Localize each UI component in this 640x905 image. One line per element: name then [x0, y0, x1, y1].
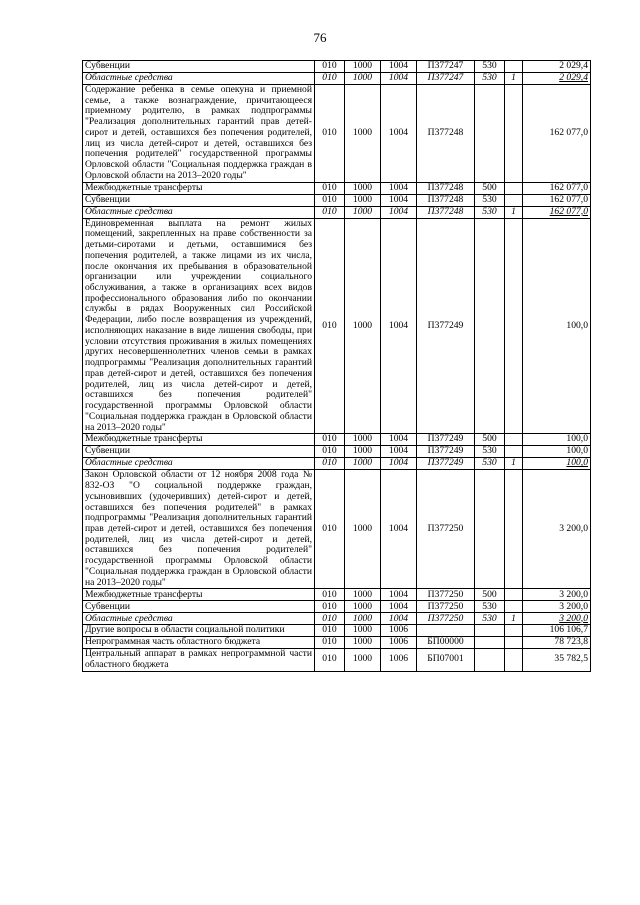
code-subsection: 1004: [381, 73, 417, 85]
code-section: 1000: [345, 182, 381, 194]
code-source: [505, 601, 523, 613]
code-section: 1000: [345, 194, 381, 206]
code-ministry: 010: [315, 61, 345, 73]
code-section: 1000: [345, 61, 381, 73]
code-expense-type: 530: [475, 194, 505, 206]
code-ministry: 010: [315, 470, 345, 589]
table-row: [83, 85, 591, 183]
item-name: Субвенции: [83, 446, 315, 458]
amount-cell: [523, 85, 591, 183]
amount-cell: [523, 194, 591, 206]
amount-cell: [523, 61, 591, 73]
code-source: [505, 61, 523, 73]
item-name: Областные средства: [83, 73, 315, 85]
code-ministry: 010: [315, 637, 345, 649]
code-expense-type: 530: [475, 613, 505, 625]
code-ministry: 010: [315, 601, 345, 613]
amount-cell: [523, 613, 591, 625]
code-section: 1000: [345, 206, 381, 218]
amount-value: 2 029,4: [559, 60, 588, 72]
amount-value: 3 200,0: [559, 612, 588, 624]
code-subsection: 1004: [381, 434, 417, 446]
code-expense-type: 530: [475, 73, 505, 85]
code-ministry: 010: [315, 85, 345, 183]
code-source: [505, 589, 523, 601]
code-expense-type: [475, 470, 505, 589]
code-source: 1: [505, 458, 523, 470]
code-subsection: 1004: [381, 218, 417, 434]
code-target-article: П377248: [417, 206, 475, 218]
item-name: Субвенции: [83, 194, 315, 206]
code-expense-type: 530: [475, 601, 505, 613]
table-row: [83, 61, 591, 73]
code-section: 1000: [345, 649, 381, 671]
code-expense-type: 500: [475, 589, 505, 601]
code-ministry: 010: [315, 613, 345, 625]
code-subsection: 1004: [381, 601, 417, 613]
amount-value: 3 200,0: [559, 588, 588, 600]
code-section: 1000: [345, 601, 381, 613]
amount-cell: [523, 182, 591, 194]
table-row: [83, 637, 591, 649]
code-expense-type: [475, 625, 505, 637]
code-subsection: 1004: [381, 194, 417, 206]
code-target-article: П377248: [417, 194, 475, 206]
code-target-article: П377250: [417, 470, 475, 589]
amount-cell: [523, 625, 591, 637]
code-expense-type: 500: [475, 434, 505, 446]
code-target-article: [417, 625, 475, 637]
amount-cell: [523, 637, 591, 649]
code-section: 1000: [345, 85, 381, 183]
code-target-article: П377250: [417, 589, 475, 601]
table-row: [83, 218, 591, 434]
code-ministry: 010: [315, 649, 345, 671]
code-subsection: 1004: [381, 446, 417, 458]
code-target-article: П377247: [417, 61, 475, 73]
table-row: [83, 613, 591, 625]
code-section: 1000: [345, 613, 381, 625]
amount-value: 162 077,0: [549, 193, 588, 205]
code-subsection: 1006: [381, 625, 417, 637]
amount-cell: [523, 601, 591, 613]
table-row: [83, 446, 591, 458]
item-name: Закон Орловской области от 12 ноября 2008 года № 832-ОЗ "О социальной поддержке граждан, усыновивших (удочеривших) детей-сирот и детей, оставшихся без попечения родителей" в рамках подпрограммы "Реализация дополнительных гарантий прав детей-сирот и детей, оставшихся без попечения родителей, лиц из числа детей-сирот и детей, оставшихся без попечения родителей" государственной программы Орловской области "Социальная поддержка граждан в Орловской области на 2013–2020 годы": [83, 470, 315, 589]
code-section: 1000: [345, 446, 381, 458]
code-target-article: П377249: [417, 446, 475, 458]
code-ministry: 010: [315, 458, 345, 470]
amount-value: 162 077,0: [549, 126, 588, 138]
code-ministry: 010: [315, 434, 345, 446]
code-ministry: 010: [315, 446, 345, 458]
item-name: Межбюджетные трансферты: [83, 589, 315, 601]
amount-cell: [523, 218, 591, 434]
table-row: [83, 601, 591, 613]
code-expense-type: [475, 637, 505, 649]
code-expense-type: [475, 85, 505, 183]
code-subsection: 1004: [381, 61, 417, 73]
code-source: [505, 218, 523, 434]
code-expense-type: 530: [475, 458, 505, 470]
code-source: [505, 649, 523, 671]
code-source: [505, 194, 523, 206]
amount-cell: [523, 434, 591, 446]
code-ministry: 010: [315, 73, 345, 85]
code-expense-type: [475, 649, 505, 671]
amount-value: 106 106,7: [549, 624, 588, 636]
code-expense-type: 530: [475, 61, 505, 73]
table-row: [83, 182, 591, 194]
code-source: 1: [505, 206, 523, 218]
amount-value: 35 782,5: [554, 653, 588, 665]
code-target-article: БП00000: [417, 637, 475, 649]
amount-cell: [523, 470, 591, 589]
code-subsection: 1006: [381, 649, 417, 671]
code-ministry: 010: [315, 589, 345, 601]
amount-cell: [523, 446, 591, 458]
code-subsection: 1004: [381, 85, 417, 183]
item-name: Областные средства: [83, 458, 315, 470]
code-source: [505, 625, 523, 637]
amount-value: 100,0: [566, 319, 588, 331]
code-target-article: П377247: [417, 73, 475, 85]
code-source: [505, 637, 523, 649]
code-expense-type: 530: [475, 446, 505, 458]
amount-value: 162 077,0: [549, 181, 588, 193]
table-row: [83, 434, 591, 446]
code-expense-type: 500: [475, 182, 505, 194]
amount-value: 100,0: [566, 433, 588, 445]
code-target-article: П377248: [417, 85, 475, 183]
code-target-article: П377249: [417, 434, 475, 446]
code-target-article: П377250: [417, 601, 475, 613]
budget-table-body: [83, 61, 591, 672]
amount-cell: [523, 206, 591, 218]
amount-value: 3 200,0: [559, 600, 588, 612]
code-subsection: 1006: [381, 637, 417, 649]
table-row: [83, 470, 591, 589]
amount-value: 162 077,0: [549, 205, 588, 217]
code-subsection: 1004: [381, 470, 417, 589]
code-target-article: П377249: [417, 218, 475, 434]
item-name: Единовременная выплата на ремонт жилых помещений, закрепленных на праве собственности за детьми-сиротами и детьми, оставшимися без попечения родителей, а также лицами из их числа, после окончания их пребывания в образовательной организации или учреждении социального обслуживания, а также в организациях всех видов профессионального образования либо по окончании службы в рядах Вооруженных сил Российской Федерации, либо после возвращения из учреждений, исполняющих наказание в виде лишения свободы, при условии отсутствия проживания в жилых помещениях других несовершеннолетних членов семьи в рамках подпрограммы "Реализация дополнительных гарантий прав детей-сирот и детей, оставшихся без попечения родителей, лиц из числа детей-сирот и детей, оставшихся без попечения родителей" государственной программы Орловской области "Социальная поддержка граждан в Орловской области на 2013–2020 годы": [83, 218, 315, 434]
code-section: 1000: [345, 637, 381, 649]
amount-cell: [523, 458, 591, 470]
item-name: Субвенции: [83, 601, 315, 613]
code-ministry: 010: [315, 625, 345, 637]
item-name: Другие вопросы в области социальной политики: [83, 625, 315, 637]
item-name: Областные средства: [83, 613, 315, 625]
code-section: 1000: [345, 434, 381, 446]
code-subsection: 1004: [381, 206, 417, 218]
item-name: Содержание ребенка в семье опекуна и приемной семье, а также вознаграждение, причитающееся приемному родителю, в рамках подпрограммы "Реализация дополнительных гарантий прав детей-сирот и детей, оставшихся без попечения родителей, лиц из числа детей-сирот и детей, оставшихся без попечения родителей" государственной программы Орловской области "Социальная поддержка граждан в Орловской области на 2013–2020 годы": [83, 85, 315, 183]
code-section: 1000: [345, 470, 381, 589]
code-section: 1000: [345, 625, 381, 637]
amount-cell: [523, 649, 591, 671]
page-number: 76: [313, 30, 327, 45]
amount-value: 100,0: [566, 457, 588, 469]
table-row: [83, 73, 591, 85]
code-source: [505, 434, 523, 446]
code-subsection: 1004: [381, 182, 417, 194]
table-row: [83, 206, 591, 218]
code-target-article: П377250: [417, 613, 475, 625]
code-ministry: 010: [315, 182, 345, 194]
amount-value: 100,0: [566, 445, 588, 457]
table-row: [83, 649, 591, 671]
code-section: 1000: [345, 218, 381, 434]
code-subsection: 1004: [381, 613, 417, 625]
table-row: [83, 625, 591, 637]
amount-value: 3 200,0: [559, 522, 588, 534]
code-expense-type: [475, 218, 505, 434]
amount-cell: [523, 589, 591, 601]
code-source: [505, 470, 523, 589]
table-row: [83, 458, 591, 470]
code-ministry: 010: [315, 206, 345, 218]
item-name: Межбюджетные трансферты: [83, 434, 315, 446]
amount-value: 78 723,8: [554, 636, 588, 648]
code-section: 1000: [345, 73, 381, 85]
budget-table: [82, 60, 591, 672]
code-ministry: 010: [315, 218, 345, 434]
code-source: 1: [505, 613, 523, 625]
table-row: [83, 589, 591, 601]
code-source: [505, 182, 523, 194]
code-target-article: БП07001: [417, 649, 475, 671]
item-name: Непрограммная часть областного бюджета: [83, 637, 315, 649]
item-name: Центральный аппарат в рамках непрограммной части областного бюджета: [83, 649, 315, 671]
code-target-article: П377248: [417, 182, 475, 194]
amount-cell: [523, 73, 591, 85]
table-row: [83, 194, 591, 206]
code-expense-type: 530: [475, 206, 505, 218]
item-name: Субвенции: [83, 61, 315, 73]
code-section: 1000: [345, 589, 381, 601]
code-section: 1000: [345, 458, 381, 470]
code-source: [505, 446, 523, 458]
code-target-article: П377249: [417, 458, 475, 470]
code-source: 1: [505, 73, 523, 85]
item-name: Межбюджетные трансферты: [83, 182, 315, 194]
code-subsection: 1004: [381, 589, 417, 601]
amount-value: 2 029,4: [559, 72, 588, 84]
code-source: [505, 85, 523, 183]
code-subsection: 1004: [381, 458, 417, 470]
item-name: Областные средства: [83, 206, 315, 218]
code-ministry: 010: [315, 194, 345, 206]
